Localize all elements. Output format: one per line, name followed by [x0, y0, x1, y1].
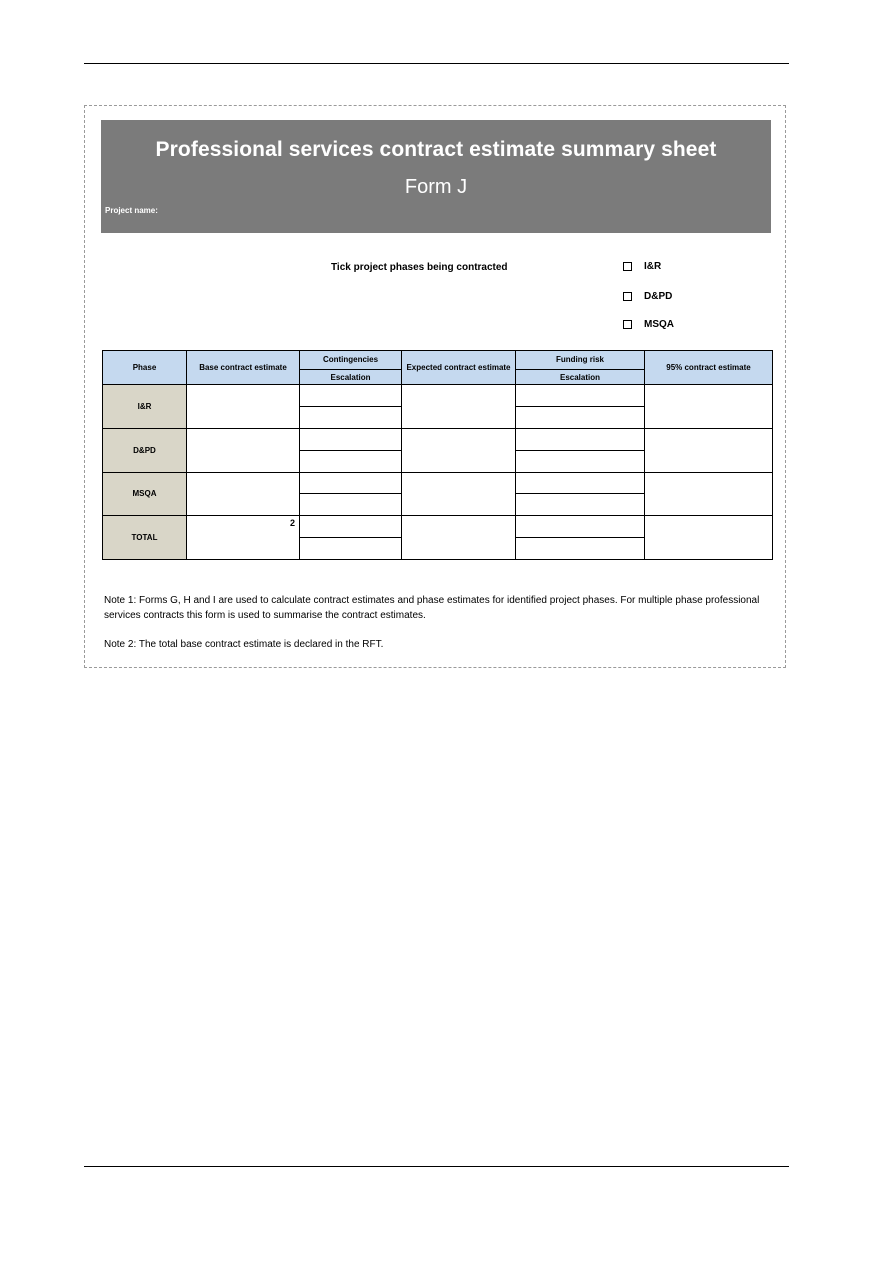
msqa-escalation-cell[interactable]	[300, 494, 402, 516]
total-escalation-2-cell[interactable]	[516, 538, 645, 560]
estimate-table	[102, 350, 773, 560]
ir-funding-risk-cell[interactable]	[516, 385, 645, 407]
msqa-contingency-cell[interactable]	[300, 472, 402, 494]
ir-option-label: I&R	[644, 260, 662, 272]
note-1: Note 1: Forms G, H and I are used to calculate contract estimates and phase estimates for identified project phases. For multiple phase professional services contracts this form is used to summarise the contract estimates.	[104, 595, 760, 621]
ir-checkbox[interactable]	[623, 262, 632, 271]
msqa-funding-risk-cell[interactable]	[516, 472, 645, 494]
dpd-option-label: D&PD	[644, 290, 673, 302]
msqa-base-cell[interactable]	[187, 472, 300, 516]
ir-base-cell[interactable]	[187, 385, 300, 429]
msqa-expected-cell[interactable]	[402, 472, 516, 516]
form-title: Professional services contract estimate summary sheet	[155, 138, 717, 161]
project-name-label: Project name:	[105, 206, 158, 215]
dpd-escalation-cell[interactable]	[300, 450, 402, 472]
dpd-funding-risk-cell[interactable]	[516, 428, 645, 450]
msqa-option-label: MSQA	[644, 318, 674, 330]
total-contingency-cell[interactable]	[300, 516, 402, 538]
dpd-contingency-cell[interactable]	[300, 428, 402, 450]
note-2: Note 2: The total base contract estimate is declared in the RFT.	[104, 639, 384, 650]
header-phase: Phase	[103, 351, 187, 385]
total-expected-cell[interactable]	[402, 516, 516, 560]
form-subtitle: Form J	[404, 176, 468, 198]
row-phase-total: TOTAL	[103, 516, 187, 560]
dpd-escalation-2-cell[interactable]	[516, 450, 645, 472]
header-rule	[84, 63, 789, 64]
phase-option-dpd[interactable]	[623, 289, 672, 303]
header-contingencies: Contingencies	[300, 351, 402, 370]
msqa-checkbox[interactable]	[623, 320, 632, 329]
total-funding-risk-cell[interactable]	[516, 516, 645, 538]
header-95-estimate: 95% contract estimate	[645, 351, 773, 385]
form-j-frame	[84, 105, 786, 668]
ir-contingency-cell[interactable]	[300, 385, 402, 407]
msqa-95-cell[interactable]	[645, 472, 773, 516]
msqa-escalation-2-cell[interactable]	[516, 494, 645, 516]
footer-rule	[84, 1166, 789, 1167]
header-escalation-2: Escalation	[516, 369, 645, 385]
total-escalation-cell[interactable]	[300, 538, 402, 560]
ir-escalation-2-cell[interactable]	[516, 407, 645, 429]
note-2-marker: 2	[289, 518, 295, 529]
total-95-cell[interactable]	[645, 516, 773, 560]
row-phase-ir: I&R	[103, 385, 187, 429]
dpd-95-cell[interactable]	[645, 428, 773, 472]
header-escalation: Escalation	[300, 369, 402, 385]
dpd-expected-cell[interactable]	[402, 428, 516, 472]
header-funding-risk: Funding risk	[516, 351, 645, 370]
dpd-checkbox[interactable]	[623, 292, 632, 301]
phase-option-msqa[interactable]	[623, 317, 674, 331]
header-base-estimate: Base contract estimate	[187, 351, 300, 385]
ir-escalation-cell[interactable]	[300, 407, 402, 429]
ir-expected-cell[interactable]	[402, 385, 516, 429]
total-base-cell[interactable]	[187, 516, 300, 560]
row-phase-dpd: D&PD	[103, 428, 187, 472]
form-banner	[101, 120, 771, 233]
header-expected-estimate: Expected contract estimate	[402, 351, 516, 385]
ir-95-cell[interactable]	[645, 385, 773, 429]
row-phase-msqa: MSQA	[103, 472, 187, 516]
phase-option-ir[interactable]	[623, 259, 661, 273]
dpd-base-cell[interactable]	[187, 428, 300, 472]
phase-selector-label: Tick project phases being contracted	[331, 262, 508, 273]
